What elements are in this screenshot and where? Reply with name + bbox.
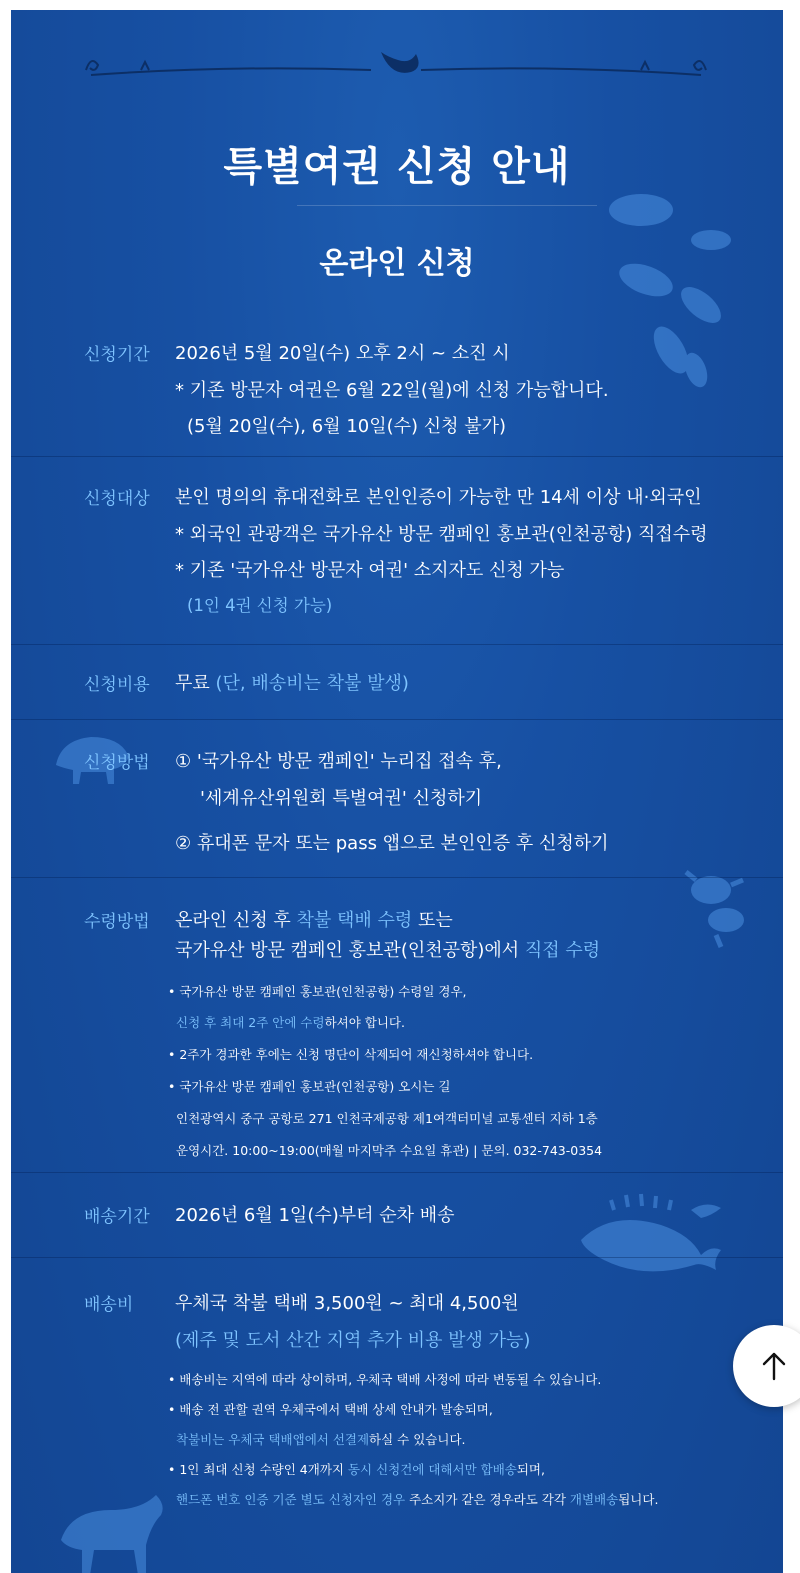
receive-note-2: • 2주가 경과한 후에는 신청 명단이 삭제되어 재신청하셔야 합니다. bbox=[168, 1047, 534, 1062]
receive-note-text: 하셔야 합니다. bbox=[324, 1015, 405, 1030]
shipping-note-highlight: 동시 신청건에 대해서만 합배송 bbox=[347, 1462, 517, 1477]
receive-highlight: 직접 수령 bbox=[524, 940, 601, 961]
cost-note: (단, 배송비는 착불 발생) bbox=[215, 673, 409, 694]
section-divider bbox=[11, 1257, 783, 1258]
receive-address: 인천광역시 중구 공항로 271 인천국제공항 제1여객터미널 교통센터 지하 1층 bbox=[176, 1111, 598, 1126]
page-title: 특별여권 신청 안내 bbox=[223, 143, 571, 190]
target-line-1: 본인 명의의 휴대전화로 본인인증이 가능한 만 14세 이상 내·외국인 bbox=[175, 487, 702, 508]
section-label: 신청방법 bbox=[84, 753, 150, 773]
section-divider bbox=[11, 719, 783, 720]
section-label: 신청기간 bbox=[84, 345, 150, 365]
receive-text: 또는 bbox=[412, 910, 453, 931]
target-note-2: * 기존 '국가유산 방문자 여권' 소지자도 신청 가능 bbox=[175, 560, 565, 581]
section-divider bbox=[11, 644, 783, 645]
receive-note-3: • 국가유산 방문 캠페인 홍보관(인천공항) 오시는 길 bbox=[168, 1079, 451, 1094]
shipping-note-text: 주소지가 같은 경우라도 각각 bbox=[405, 1492, 570, 1507]
shipping-note-2: • 배송 전 관할 권역 우체국에서 택배 상세 안내가 발송되며, bbox=[168, 1402, 493, 1417]
section-method bbox=[11, 734, 783, 879]
cost-main: 무료 bbox=[175, 673, 210, 694]
shipping-line-2: (제주 및 도서 산간 지역 추가 비용 발생 가능) bbox=[175, 1330, 531, 1351]
section-divider bbox=[11, 877, 783, 878]
period-line-1: 2026년 5월 20일(수) 오후 2시 ~ 소진 시 bbox=[175, 343, 510, 364]
method-step-1b: '세계유산위원회 특별여권' 신청하기 bbox=[200, 788, 483, 809]
receive-note-1: • 국가유산 방문 캠페인 홍보관(인천공항) 수령일 경우, bbox=[168, 984, 467, 999]
receive-line-1 bbox=[175, 906, 453, 932]
receive-line-2 bbox=[175, 936, 600, 962]
receive-text: 온라인 신청 후 bbox=[175, 910, 297, 931]
receive-text: 국가유산 방문 캠페인 홍보관(인천공항)에서 bbox=[175, 940, 525, 961]
shipping-line-1: 우체국 착불 택배 3,500원 ~ 최대 4,500원 bbox=[175, 1293, 519, 1314]
section-period bbox=[11, 326, 783, 456]
receive-highlight: 착불 택배 수령 bbox=[296, 910, 413, 931]
section-cost bbox=[11, 656, 783, 716]
period-note-1: * 기존 방문자 여권은 6월 22일(월)에 신청 가능합니다. bbox=[175, 380, 609, 401]
shipping-note-highlight: 착불비는 우체국 택배앱에서 선결제 bbox=[176, 1432, 370, 1447]
section-label: 배송기간 bbox=[84, 1207, 150, 1227]
receive-note-highlight: 신청 후 최대 2주 안에 수령 bbox=[176, 1015, 325, 1030]
section-target bbox=[11, 470, 783, 645]
method-step-2: ② 휴대폰 문자 또는 pass 앱으로 본인인증 후 신청하기 bbox=[175, 833, 609, 854]
section-label: 신청비용 bbox=[84, 675, 150, 695]
page-subtitle: 온라인 신청 bbox=[319, 246, 475, 281]
method-step-1a: ① '국가유산 방문 캠페인' 누리집 접속 후, bbox=[175, 751, 502, 772]
section-divider bbox=[11, 456, 783, 457]
target-note-1: * 외국인 관광객은 국가유산 방문 캠페인 홍보관(인천공항) 직접수령 bbox=[175, 524, 708, 545]
section-label: 신청대상 bbox=[84, 489, 150, 509]
delivery-period-line: 2026년 6월 1일(수)부터 순차 배송 bbox=[175, 1205, 455, 1226]
cost-line bbox=[175, 669, 409, 695]
section-receive bbox=[11, 893, 783, 1173]
section-label: 수령방법 bbox=[84, 912, 150, 932]
shipping-note-text: 되며, bbox=[516, 1462, 545, 1477]
info-panel bbox=[11, 10, 783, 1573]
shipping-note-3 bbox=[176, 1430, 466, 1448]
target-note-3: (1인 4권 신청 가능) bbox=[187, 596, 333, 615]
period-note-2: (5월 20일(수), 6월 10일(수) 신청 불가) bbox=[187, 416, 507, 437]
section-shipping bbox=[11, 1276, 783, 1536]
receive-note-1b bbox=[176, 1013, 405, 1031]
arrow-up-icon bbox=[761, 1351, 787, 1381]
shipping-note-text: 됩니다. bbox=[618, 1492, 659, 1507]
title-divider bbox=[297, 205, 597, 206]
shipping-note-highlight: 핸드폰 번호 인증 기준 별도 신청자인 경우 bbox=[176, 1492, 406, 1507]
shipping-note-highlight: 개별배송 bbox=[569, 1492, 619, 1507]
section-delivery-period bbox=[11, 1188, 783, 1248]
top-ornament-icon bbox=[81, 40, 711, 90]
receive-hours: 운영시간. 10:00~19:00(매월 마지막주 수요일 휴관) | 문의. 032-743-0354 bbox=[176, 1143, 603, 1158]
shipping-note-text: 하실 수 있습니다. bbox=[369, 1432, 466, 1447]
shipping-note-1: • 배송비는 지역에 따라 상이하며, 우체국 택배 사정에 따라 변동될 수 있습니다. bbox=[168, 1372, 602, 1387]
shipping-note-4 bbox=[168, 1460, 545, 1478]
section-label: 배송비 bbox=[84, 1295, 134, 1315]
shipping-note-5 bbox=[176, 1490, 658, 1508]
shipping-note-text: • 1인 최대 신청 수량인 4개까지 bbox=[168, 1462, 348, 1477]
section-divider bbox=[11, 1172, 783, 1173]
